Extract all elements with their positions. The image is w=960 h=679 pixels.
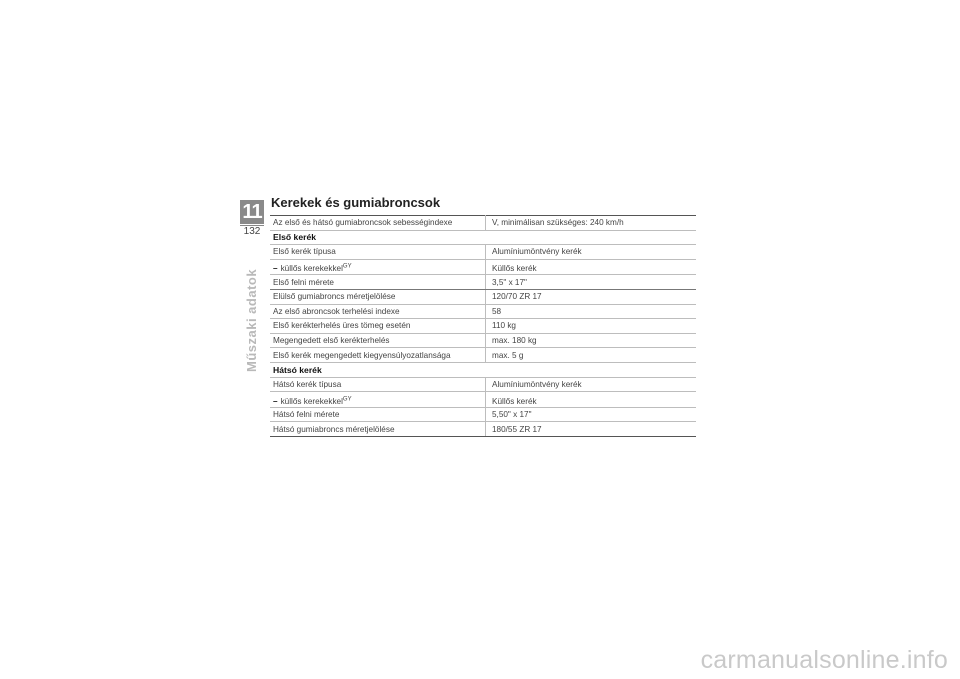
row-value: 58 <box>486 304 697 319</box>
row-label-text: küllős kerekekkel <box>280 264 343 274</box>
option-code: GY <box>342 263 352 270</box>
table-row <box>270 333 696 348</box>
chapter-number: 11 <box>240 200 264 224</box>
row-value: max. 5 g <box>486 348 697 363</box>
option-code: GY <box>342 395 352 402</box>
row-label-text: küllős kerekekkel <box>280 396 343 406</box>
row-label: Hátsó felni mérete <box>270 407 486 422</box>
row-label: Megengedett első kerékterhelés <box>270 333 486 348</box>
section-heading: Kerekek és gumiabroncsok <box>271 195 441 210</box>
row-label: Hátsó kerék típusa <box>270 377 486 392</box>
side-title: Műszaki adatok <box>244 268 259 372</box>
row-label: Az első és hátsó gumiabroncsok sebességindexe <box>270 216 486 231</box>
row-value: Küllős kerék <box>486 392 697 408</box>
table-row <box>270 407 696 422</box>
row-label: Első kerékterhelés üres tömeg esetén <box>270 319 486 334</box>
row-label: Az első abroncsok terhelési indexe <box>270 304 486 319</box>
table-row <box>270 289 696 304</box>
table-row <box>270 377 696 392</box>
section-title-front: Első kerék <box>270 230 696 245</box>
row-label <box>270 392 486 408</box>
row-label: Hátsó gumiabroncs méretjelölése <box>270 422 486 437</box>
table-row <box>270 348 696 363</box>
row-label: Első kerék típusa <box>270 245 486 260</box>
row-value: 3,5" x 17" <box>486 275 697 290</box>
row-value: Küllős kerék <box>486 259 697 275</box>
row-label: Első felni mérete <box>270 275 486 290</box>
row-value: V, minimálisan szükséges: 240 km/h <box>486 216 697 231</box>
wheels-tyres-table <box>270 215 696 437</box>
table-row <box>270 319 696 334</box>
row-label: Első kerék megengedett kiegyensúlyozatlansága <box>270 348 486 363</box>
row-value: Alumíniumöntvény kerék <box>486 245 697 260</box>
section-title-rear: Hátsó kerék <box>270 362 696 377</box>
row-value: Alumíniumöntvény kerék <box>486 377 697 392</box>
table-row <box>270 275 696 290</box>
section-row-front <box>270 230 696 245</box>
page-number: 132 <box>243 226 261 237</box>
row-value: 110 kg <box>486 319 697 334</box>
watermark: carmanualsonline.info <box>700 646 948 674</box>
row-value: 120/70 ZR 17 <box>486 289 697 304</box>
table-row <box>270 422 696 437</box>
row-value: 180/55 ZR 17 <box>486 422 697 437</box>
side-title-wrap <box>244 268 260 372</box>
table-row <box>270 259 696 275</box>
table-row <box>270 392 696 408</box>
section-row-rear <box>270 362 696 377</box>
dash-mark: – <box>273 396 278 406</box>
dash-mark: – <box>273 264 278 274</box>
table-row <box>270 304 696 319</box>
chapter-tab <box>240 200 264 238</box>
row-label: Elülső gumiabroncs méretjelölése <box>270 289 486 304</box>
row-label <box>270 259 486 275</box>
table-row <box>270 216 696 231</box>
row-value: 5,50" x 17" <box>486 407 697 422</box>
row-value: max. 180 kg <box>486 333 697 348</box>
table-row <box>270 245 696 260</box>
